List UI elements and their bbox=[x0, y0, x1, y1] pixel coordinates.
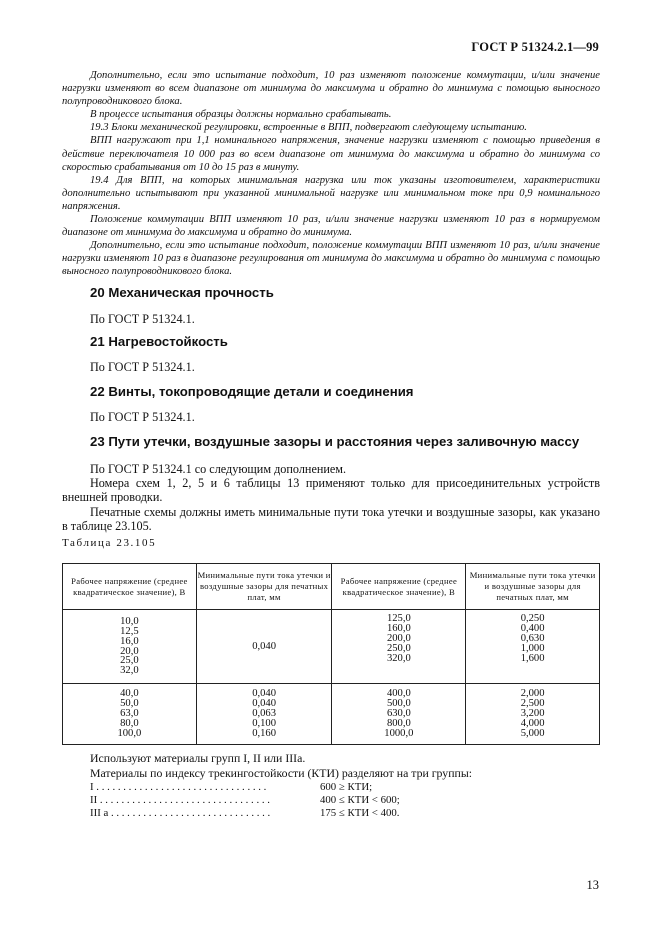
table-row bbox=[63, 610, 600, 684]
group-label: III a . . . . . . . . . . . . . . . . . . . . . . . . . . . . . . bbox=[90, 807, 271, 819]
group-value: 400 ≤ КТИ < 600; bbox=[320, 794, 400, 806]
cell-value: 200,0 bbox=[386, 632, 411, 644]
materials-text: Материалы по индексу трекингостойкости (КТИ) разделяют на три группы: bbox=[90, 766, 473, 780]
table-cell bbox=[63, 684, 197, 745]
group-line bbox=[90, 807, 400, 820]
cell-value: 3,200 bbox=[520, 708, 545, 720]
cell-value: 0,250 bbox=[520, 613, 545, 624]
cell-value: 12,5 bbox=[120, 625, 139, 637]
group-line bbox=[90, 794, 400, 807]
section-text-23 bbox=[62, 462, 600, 533]
cell-value: 125,0 bbox=[386, 613, 411, 624]
cell-value: 50,0 bbox=[120, 698, 139, 710]
cell-value: 0,400 bbox=[520, 622, 545, 634]
cell-value: 40,0 bbox=[120, 688, 139, 700]
cell-value: 5,000 bbox=[520, 727, 545, 739]
column-header: Минимальные пути тока утечки и воздушные зазоры для печатных плат, мм bbox=[466, 564, 600, 610]
group-line bbox=[90, 781, 372, 794]
table-cell bbox=[466, 610, 600, 684]
cell-value: 10,0 bbox=[120, 615, 139, 627]
paragraph: Положение коммутации ВПП изменяют 10 раз, и/или значение нагрузки изменяют 10 раз в нормируемом диапазоне от минимума до максимума и обратно до минимума. bbox=[62, 214, 600, 239]
cell-value: 0,040 bbox=[252, 698, 277, 710]
table-cell bbox=[196, 610, 332, 684]
table-cell bbox=[332, 684, 466, 745]
paragraph: Дополнительно, если это испытание подходит, положение коммутации ВПП изменяют 10 раз, и/или значение нагрузки изменяют 10 раз в диапазоне регулирования от минимума до максимума и обратно до минимума с помощью выносного полупроводникового блока. bbox=[62, 240, 600, 278]
table-header-row bbox=[63, 564, 600, 610]
section-text-22: По ГОСТ Р 51324.1. bbox=[90, 410, 195, 424]
paragraph: ВПП нагружают при 1,1 номинального напряжения, значение нагрузки изменяют с помощью приведения в действие переключателя 10 000 раз во всем диапазоне от минимума до максимума и обратно до минимума со скоростью срабатывания от 10 до 15 раз в минуту. bbox=[62, 135, 600, 173]
cell-value: 1,600 bbox=[520, 652, 545, 664]
cell-value: 160,0 bbox=[386, 622, 411, 634]
group-value: 175 ≤ КТИ < 400. bbox=[320, 807, 400, 819]
cell-value: 500,0 bbox=[386, 698, 411, 710]
cell-value: 4,000 bbox=[520, 717, 545, 729]
cell-value: 16,0 bbox=[120, 635, 139, 647]
cell-value: 0,040 bbox=[252, 688, 277, 700]
section-text-21: По ГОСТ Р 51324.1. bbox=[90, 360, 195, 374]
cell-value: 2,500 bbox=[520, 698, 545, 710]
column-header: Минимальные пути тока утечки и воздушные зазоры для печатных плат, мм bbox=[196, 564, 332, 610]
cell-value: 0,100 bbox=[252, 717, 277, 729]
cell-value: 0,160 bbox=[252, 727, 277, 739]
table-cell bbox=[63, 610, 197, 684]
cell-value: 320,0 bbox=[386, 652, 411, 664]
section-heading-22: 22 Винты, токопроводящие детали и соединения bbox=[90, 384, 414, 399]
group-label: I . . . . . . . . . . . . . . . . . . . . . . . . . . . . . . . . bbox=[90, 781, 267, 793]
cell-value: 100,0 bbox=[117, 727, 142, 739]
materials-text: Используют материалы групп I, II или IIIa. bbox=[90, 751, 306, 765]
table-cell bbox=[332, 610, 466, 684]
cell-value: 32,0 bbox=[120, 665, 139, 677]
cell-value: 1,000 bbox=[520, 642, 545, 654]
cell-value: 0,630 bbox=[520, 632, 545, 644]
cell-value: 0,063 bbox=[252, 708, 277, 720]
cell-value: 0,040 bbox=[252, 641, 277, 652]
standard-code-header: ГОСТ Р 51324.2.1—99 bbox=[471, 40, 599, 54]
table-cell bbox=[196, 684, 332, 745]
section-heading-20: 20 Механическая прочность bbox=[90, 285, 274, 300]
cell-value: 80,0 bbox=[120, 717, 139, 729]
paragraph: По ГОСТ Р 51324.1 со следующим дополнением. bbox=[90, 462, 347, 476]
table-row bbox=[63, 684, 600, 745]
cell-value: 400,0 bbox=[386, 688, 411, 700]
intro-text bbox=[62, 69, 600, 279]
cell-value: 800,0 bbox=[386, 717, 411, 729]
paragraph: Дополнительно, если это испытание подходит, 10 раз изменяют положение коммутации, и/или значение нагрузки изменяют во всем диапазоне от минимума до максимума и обратно до минимума с помощью выносного полупроводникового блока. bbox=[62, 70, 600, 108]
group-value: 600 ≥ КТИ; bbox=[320, 781, 373, 793]
column-header: Рабочее напряжение (среднее квадратическое значение), В bbox=[332, 564, 466, 610]
paragraph: 19.3 Блоки механической регулировки, встроенные в ВПП, подвергают следующему испытанию. bbox=[90, 122, 527, 134]
cell-value: 1000,0 bbox=[384, 727, 414, 739]
paragraph: Печатные схемы должны иметь минимальные пути тока утечки и воздушные зазоры, как указано в таблице 23.105. bbox=[62, 504, 600, 533]
page-number: 13 bbox=[586, 878, 599, 892]
cell-value: 63,0 bbox=[120, 708, 139, 720]
creepage-table bbox=[62, 563, 600, 745]
cell-value: 250,0 bbox=[386, 642, 411, 654]
paragraph: Номера схем 1, 2, 5 и 6 таблицы 13 применяют только для присоединительных устройств внешней проводки. bbox=[62, 476, 600, 505]
section-text-20: По ГОСТ Р 51324.1. bbox=[90, 312, 195, 326]
table-caption: Таблица 23.105 bbox=[62, 537, 157, 549]
cell-value: 25,0 bbox=[120, 655, 139, 667]
section-heading-23: 23 Пути утечки, воздушные зазоры и расстояния через заливочную массу bbox=[90, 434, 580, 449]
paragraph: В процессе испытания образцы должны нормально срабатывать. bbox=[90, 109, 392, 121]
cell-value: 630,0 bbox=[386, 708, 411, 720]
table-cell bbox=[466, 684, 600, 745]
cell-value: 20,0 bbox=[120, 645, 139, 657]
section-heading-21: 21 Нагревостойкость bbox=[90, 334, 228, 349]
paragraph: 19.4 Для ВПП, на которых минимальная нагрузка или ток указаны изготовителем, характеристики дополнительно испытывают при указанной минимальной нагрузке или минимальном токе при 0,9 номинального напряжения. bbox=[62, 174, 600, 212]
column-header: Рабочее напряжение (среднее квадратическое значение), В bbox=[63, 564, 197, 610]
group-label: II . . . . . . . . . . . . . . . . . . . . . . . . . . . . . . . . bbox=[90, 794, 270, 806]
cell-value: 2,000 bbox=[520, 688, 545, 700]
